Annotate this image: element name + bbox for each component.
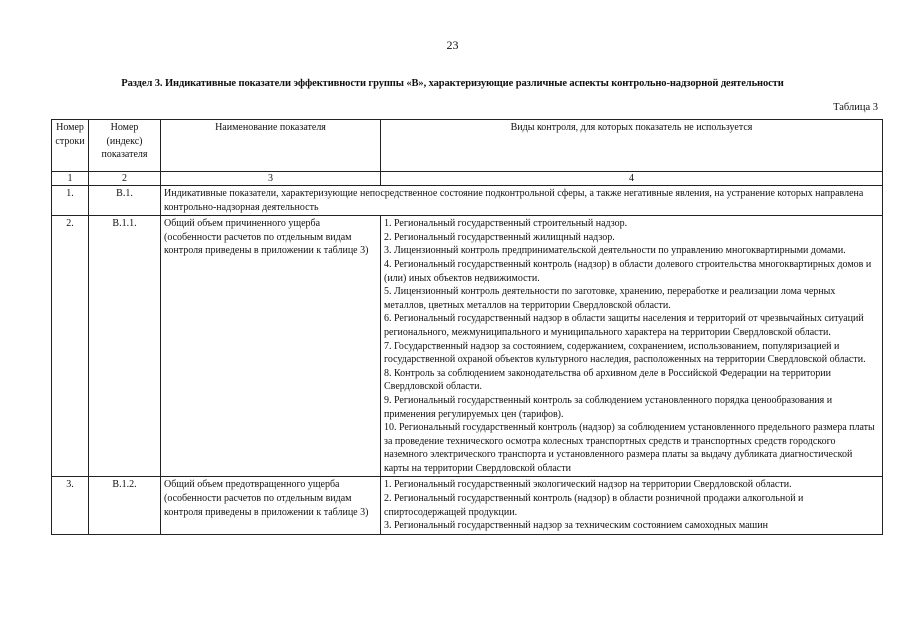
list-item: 9. Региональный государственный контроль за соблюдением установленного порядка ценообразования и применения регулируемых цен (тарифов). bbox=[384, 394, 833, 420]
control-types-cell bbox=[381, 216, 883, 477]
indicator-name-note: (особенности расчетов по отдельным видам контроля приведены в приложении к таблице 3) bbox=[164, 493, 369, 518]
indicator-index: В.1. bbox=[89, 186, 161, 216]
header-row-number: Номер строки bbox=[52, 120, 89, 172]
header-indicator-index: Номер (индекс) показателя bbox=[89, 120, 161, 172]
page-number: 23 bbox=[446, 38, 459, 52]
column-number-row bbox=[52, 172, 883, 186]
indicator-name-cell bbox=[161, 477, 381, 534]
list-item: 3. Региональный государственный надзор за техническим состоянием самоходных машин bbox=[384, 520, 768, 532]
list-item: 1. Региональный государственный строительный надзор. bbox=[384, 218, 628, 230]
list-item: 10. Региональный государственный контроль (надзор) за соблюдением установленного предельного размера платы за проведение технического осмотра колесных транспортных средств и транспортных средств городского наземного электрического транспорта и установленного размера платы за выдачу дубликата диагностической карты на территории Свердловской области bbox=[384, 422, 875, 474]
header-indicator-name: Наименование показателя bbox=[161, 120, 381, 172]
column-number: 4 bbox=[381, 172, 883, 186]
list-item: 3. Лицензионный контроль предпринимательской деятельности по управлению многоквартирными домами. bbox=[384, 245, 846, 257]
list-item: 5. Лицензионный контроль деятельности по заготовке, хранению, переработке и реализации лома черных металлов, цветных металлов на территории Свердловской области. bbox=[384, 286, 836, 311]
list-item: 4. Региональный государственный контроль (надзор) в области долевого строительства многоквартирных домов и (или) иных объектов недвижимости. bbox=[384, 258, 872, 284]
indicator-name: Общий объем причиненного ущерба bbox=[164, 218, 321, 230]
column-number: 3 bbox=[161, 172, 381, 186]
row-number: 2. bbox=[52, 216, 89, 477]
indicator-index: В.1.2. bbox=[89, 477, 161, 534]
header-row bbox=[52, 120, 883, 172]
table-label: Таблица 3 bbox=[833, 102, 878, 113]
header-control-types: Виды контроля, для которых показатель не используется bbox=[381, 120, 883, 172]
row-number: 1. bbox=[52, 186, 89, 216]
table-row bbox=[52, 216, 883, 477]
group-description: Индикативные показатели, характеризующие непосредственное состояние подконтрольной сферы, а также негативные явления, на устранение которых направлена контрольно-надзорная деятельность bbox=[161, 186, 883, 216]
list-item: 6. Региональный государственный надзор в области защиты населения и территорий от чрезвычайных ситуаций регионального, межмуниципального и муниципального характера на территории Свердловской области. bbox=[384, 313, 864, 338]
column-number: 1 bbox=[52, 172, 89, 186]
indicators-table bbox=[51, 119, 883, 535]
table-row bbox=[52, 477, 883, 534]
table-row bbox=[52, 186, 883, 216]
row-number: 3. bbox=[52, 477, 89, 534]
control-types-cell bbox=[381, 477, 883, 534]
column-number: 2 bbox=[89, 172, 161, 186]
indicator-index: В.1.1. bbox=[89, 216, 161, 477]
list-item: 7. Государственный надзор за состоянием, содержанием, сохранением, использованием, популяризацией и государственной охраной объектов культурного наследия, расположенных на территории Свердловской области. bbox=[384, 340, 866, 366]
list-item: 2. Региональный государственный контроль (надзор) в области розничной продажи алкогольной и спиртосодержащей продукции. bbox=[384, 493, 804, 518]
list-item: 1. Региональный государственный экологический надзор на территории Свердловской области. bbox=[384, 479, 792, 491]
section-title: Раздел 3. Индикативные показатели эффективности группы «В», характеризующие различные аспекты контрольно-надзорной деятельности bbox=[121, 78, 784, 89]
indicator-name-note: (особенности расчетов по отдельным видам контроля приведены в приложении к таблице 3) bbox=[164, 231, 369, 257]
indicator-name-cell bbox=[161, 216, 381, 477]
list-item: 8. Контроль за соблюдением законодательства об архивном деле в Российской Федерации на территории Свердловской области. bbox=[384, 367, 831, 393]
indicator-name: Общий объем предотвращенного ущерба bbox=[164, 479, 340, 491]
list-item: 2. Региональный государственный жилищный надзор. bbox=[384, 231, 615, 243]
